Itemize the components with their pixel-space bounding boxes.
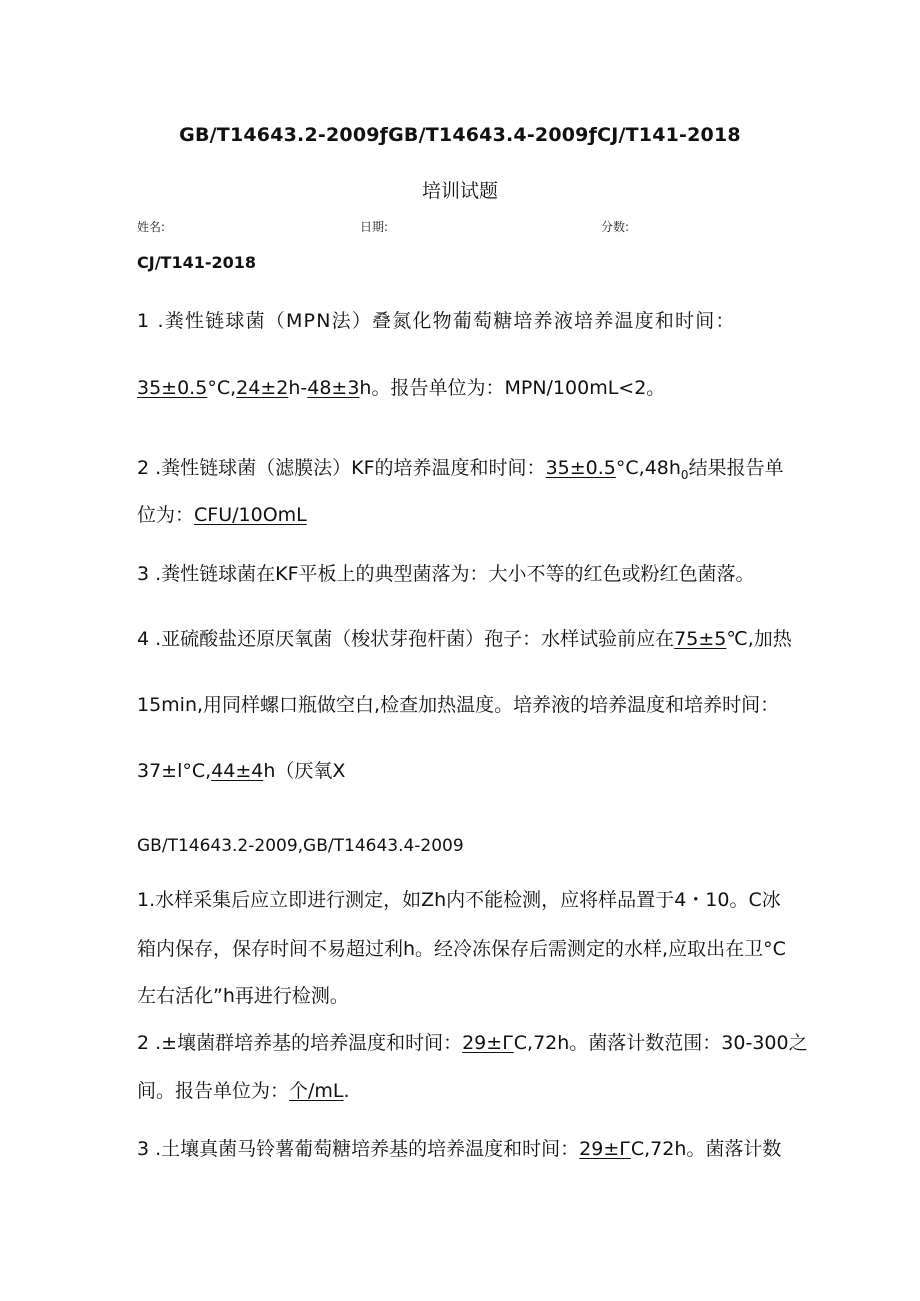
s2-question-2-line-2 <box>137 1076 350 1103</box>
document-title: GB/T14643.2-2009ƒGB/T14643.4-2009ƒCJ/T141-2018 <box>179 124 741 146</box>
score-label: 分数: <box>601 220 630 234</box>
question-4-line-2: 15min,用同样螺口瓶做空白,检查加热温度。培养液的培养温度和培养时间： <box>137 694 780 716</box>
answer-blank: 29±Г <box>579 1138 631 1160</box>
date-label: 日期: <box>360 220 389 234</box>
text-fragment: h（厌氧X <box>263 760 346 782</box>
text-fragment: 37±l°C, <box>137 760 212 782</box>
text-fragment: C,72h。菌落计数范围：30-300之 <box>513 1032 808 1054</box>
s2-question-1-line-2: 箱内保存，保存时间不易超过利h。经冷冻保存后需测定的水样,应取出在卫°C <box>137 938 786 960</box>
text-fragment: 结果报告单 <box>688 457 784 479</box>
text-fragment: °C, <box>207 377 237 399</box>
s2-question-1-line-3: 左右活化”h再进行检测。 <box>137 985 349 1007</box>
text-fragment: 4 .亚硫酸盐还原厌氧菌（梭状芽孢杆菌）孢子：水样试验前应在 <box>137 628 675 650</box>
question-3-line: 3 .粪性链球菌在KF平板上的典型菌落为：大小不等的红色或粉红色菌落。 <box>137 563 755 585</box>
answer-blank: 35±0.5 <box>545 457 616 479</box>
answer-blank: 75±5 <box>674 628 727 650</box>
name-label: 姓名: <box>137 220 166 234</box>
text-fragment: . <box>343 1080 350 1102</box>
text-fragment: 位为： <box>137 504 195 526</box>
question-1-line-1: 1 .粪性链球菌（MPN法）叠氮化物葡萄糖培养液培养温度和时间： <box>137 310 736 332</box>
question-4-line-1 <box>137 624 792 651</box>
text-fragment: 2 .±壤菌群培养基的培养温度和时间： <box>137 1032 463 1054</box>
text-fragment: 0 <box>680 467 689 482</box>
s2-question-1-line-1: 1.水样采集后应立即进行测定，如Zh内不能检测，应将样品置于4・10。C冰 <box>137 889 781 911</box>
text-fragment: h。报告单位为：MPN∕100mL<2。 <box>359 377 666 399</box>
text-fragment: 间。报告单位为： <box>137 1080 290 1102</box>
text-fragment: C,72h。菌落计数 <box>630 1138 782 1160</box>
answer-blank: 48±3 <box>307 377 360 399</box>
text-fragment: °C,48h <box>615 457 681 479</box>
text-fragment: h- <box>288 377 308 399</box>
section-heading-gbt14643: GB/T14643.2-2009,GB/T14643.4-2009 <box>137 836 464 856</box>
s2-question-2-line-1 <box>137 1028 808 1055</box>
answer-blank: 29±Г <box>462 1032 514 1054</box>
question-2-line-2 <box>137 500 307 527</box>
section-heading-cjt141: CJ/T141-2018 <box>137 253 257 272</box>
document-subtitle: 培训试题 <box>421 180 498 202</box>
text-fragment: ℃,加热 <box>726 628 792 650</box>
s2-question-3-line-1 <box>137 1134 781 1161</box>
question-1-line-2 <box>137 373 665 400</box>
answer-blank: 44±4 <box>211 760 264 782</box>
answer-blank: CFU/10OmL <box>194 504 307 526</box>
text-fragment: 3 .土壤真菌马铃薯葡萄糖培养基的培养温度和时间： <box>137 1138 580 1160</box>
text-fragment: 2 .粪性链球菌（滤膜法）KF的培养温度和时间： <box>137 457 546 479</box>
answer-blank: 个∕mL <box>289 1080 344 1102</box>
answer-blank: 24±2 <box>236 377 289 399</box>
question-4-line-3 <box>137 756 345 783</box>
question-2-line-1 <box>137 453 784 482</box>
answer-blank: 35±0.5 <box>137 377 208 399</box>
